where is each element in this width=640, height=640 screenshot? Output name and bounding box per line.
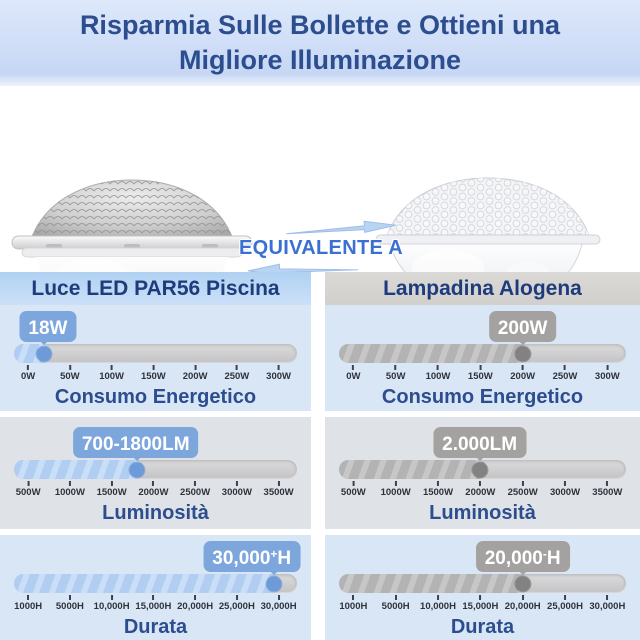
gauge-scale [339,481,626,499]
metric-label: Consumo Energetico [381,386,584,408]
tick: 250W [553,365,578,382]
tick: 2000W [138,481,168,498]
tick: 15,000H [462,595,498,612]
tick: 100W [426,365,451,382]
tick: 0W [21,365,35,382]
gauge-scale [339,365,626,383]
metric-label: Luminosità [429,502,536,524]
tick: 15,000H [135,595,171,612]
metric-label: Durata [123,616,188,638]
tick: 2500W [508,481,538,498]
tick: 20,000H [177,595,213,612]
tick: 5000H [56,595,84,612]
tick: 1000H [14,595,42,612]
tick: 2000W [465,481,495,498]
led-durata-gauge [14,541,297,613]
panel-halogen [325,272,640,640]
gauge-knob [515,346,530,361]
equivalence-block [239,220,403,280]
led-consumo-gauge [14,311,297,383]
gauge-track [14,344,297,363]
halogen-consumo-gauge [339,311,626,383]
tick: 3000W [550,481,580,498]
halogen-durata-gauge [339,541,626,613]
led-row-durata [0,535,311,640]
tick: 25,000H [219,595,255,612]
tick: 0W [346,365,360,382]
led-durata-badge: 30,000+H [203,541,300,572]
equivalence-label: EQUIVALENTE A [239,237,403,259]
panel-halogen-header: Lampadina Alogena [325,272,640,305]
gauge-fill [339,460,487,479]
title-band [0,0,640,86]
tick: 10,000H [94,595,130,612]
tick: 50W [386,365,406,382]
tick: 3000W [222,481,252,498]
tick: 300W [266,365,291,382]
tick: 20,000H [505,595,541,612]
gauge-scale [14,365,297,383]
tick: 500W [341,481,366,498]
tick: 1500W [97,481,127,498]
gauge-track [339,344,626,363]
gauge-track [14,574,297,593]
tick: 300W [595,365,620,382]
gauge-track [339,574,626,593]
halogen-row-luminosita [325,417,640,529]
halogen-row-durata [325,535,640,640]
tick: 250W [224,365,249,382]
tick: 3500W [592,481,622,498]
led-luminosita-gauge [14,427,297,499]
gauge-scale [14,481,297,499]
halogen-row-consumo [325,305,640,411]
gauge-knob [473,462,488,477]
tick: 5000H [382,595,410,612]
tick: 150W [141,365,166,382]
led-row-luminosita [0,417,311,529]
metric-label: Consumo Energetico [54,386,257,408]
metric-label: Luminosità [102,502,209,524]
tick: 1000W [55,481,85,498]
tick: 25,000H [547,595,583,612]
gauge-fill [339,344,528,363]
tick: 1000H [339,595,367,612]
gauge-knob [129,462,144,477]
gauge-track [339,460,626,479]
tick: 30,000H [261,595,297,612]
panel-led [0,272,311,640]
gauge-scale [14,595,297,613]
tick: 500W [16,481,41,498]
tick: 150W [468,365,493,382]
tick: 200W [510,365,535,382]
tick: 50W [60,365,80,382]
page-title: Risparmia Sulle Bollette e Ottieni una Migliore Illuminazione [79,9,561,75]
gauge-knob [36,346,51,361]
led-row-consumo [0,305,311,411]
halogen-consumo-badge: 200W [489,311,557,342]
halogen-luminosita-badge: 2.000LM [433,427,526,458]
gauge-knob [515,576,530,591]
metric-label: Durata [450,616,515,638]
gauge-fill [14,460,143,479]
gauge-fill [14,574,280,593]
halogen-luminosita-gauge [339,427,626,499]
gauge-fill [339,574,528,593]
halogen-durata-badge: 20,000-H [476,541,570,572]
tick: 10,000H [420,595,456,612]
led-consumo-badge: 18W [19,311,76,342]
tick: 100W [99,365,124,382]
gauge-knob [267,576,282,591]
panel-led-header: Luce LED PAR56 Piscina [0,272,311,305]
tick: 2500W [180,481,210,498]
led-luminosita-badge: 700-1800LM [73,427,199,458]
tick: 200W [183,365,208,382]
tick: 30,000H [589,595,625,612]
gauge-scale [339,595,626,613]
tick: 1500W [423,481,453,498]
products-area [0,86,640,272]
tick: 1000W [381,481,411,498]
gauge-track [14,460,297,479]
arrow-right-icon [286,217,399,239]
tick: 3500W [264,481,294,498]
